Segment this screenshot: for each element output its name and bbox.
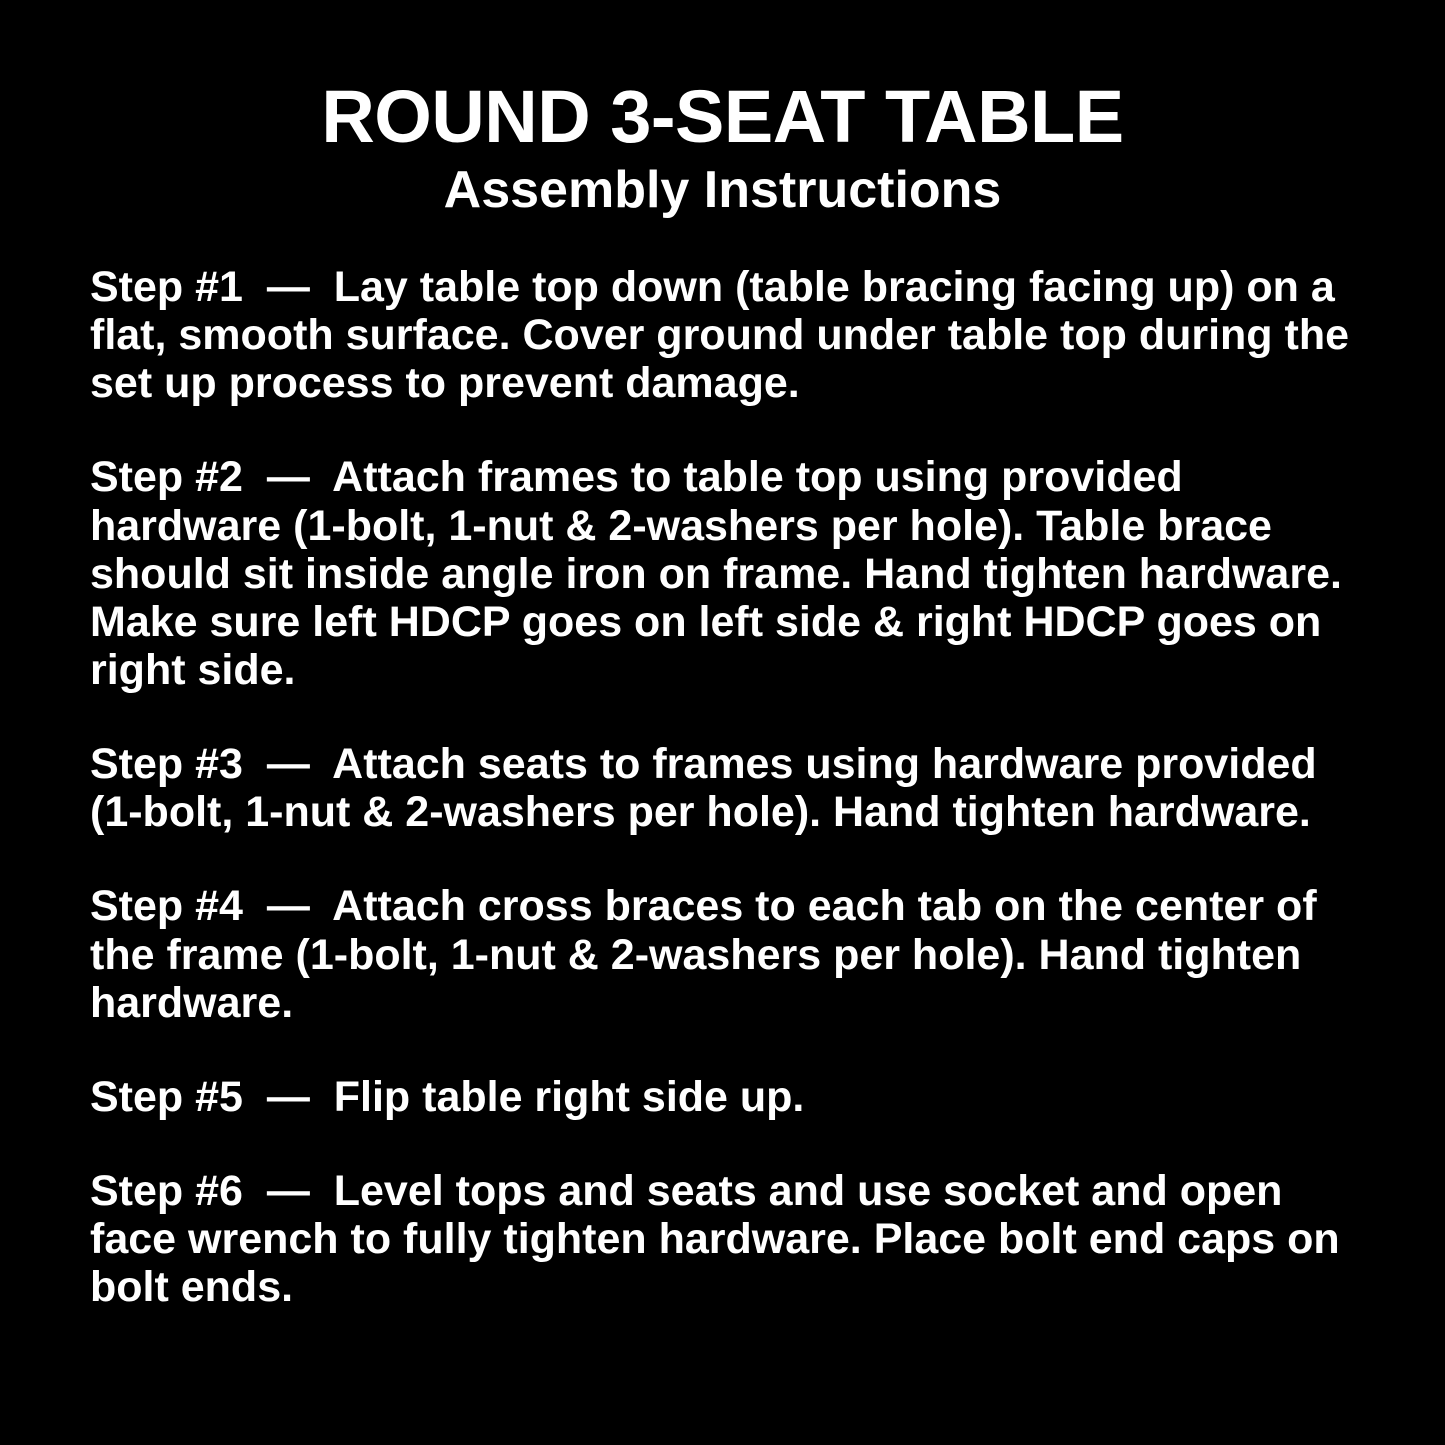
step-item-2 bbox=[90, 453, 1355, 694]
step-label-4: Step #4 — bbox=[90, 882, 333, 931]
step-text-3: Attach seats to frames using hardware provided (1-bolt, 1-nut & 2-washers per hole). Hand tighten hardware. bbox=[90, 740, 1317, 837]
step-label-5: Step #5 — bbox=[90, 1072, 334, 1121]
page-subtitle: Assembly Instructions bbox=[443, 160, 1002, 219]
step-text-1: Lay table top down (table bracing facing up) on a flat, smooth surface. Cover ground under table top during the set up process to prevent damage. bbox=[90, 262, 1350, 408]
step-text-4: Attach cross braces to each tab on the center of the frame (1-bolt, 1-nut & 2-washers per hole). Hand tighten hardware. bbox=[90, 882, 1317, 1027]
step-label-6: Step #6 — bbox=[90, 1167, 334, 1216]
step-label-1: Step #1 — bbox=[90, 262, 334, 311]
step-item-3 bbox=[90, 740, 1355, 836]
step-item-6 bbox=[90, 1167, 1355, 1311]
step-text-2: Attach frames to table top using provided hardware (1-bolt, 1-nut & 2-washers per hole). Table brace should sit inside angle iron on frame. Hand tighten hardware. Make sure left HDCP goes on left side & right HDCP goes on right side. bbox=[90, 453, 1342, 694]
step-label-2: Step #2 — bbox=[90, 453, 333, 502]
page-title: ROUND 3-SEAT TABLE bbox=[321, 75, 1124, 158]
step-item-4 bbox=[90, 882, 1355, 1026]
step-label-3: Step #3 — bbox=[90, 740, 333, 789]
steps-list bbox=[90, 263, 1355, 1312]
step-text-5: Flip table right side up. bbox=[333, 1072, 805, 1121]
step-item-1 bbox=[90, 263, 1355, 407]
step-item-5 bbox=[90, 1073, 1355, 1121]
step-text-6: Level tops and seats and use socket and open face wrench to fully tighten hardware. Place bolt end caps on bolt ends. bbox=[90, 1167, 1340, 1312]
